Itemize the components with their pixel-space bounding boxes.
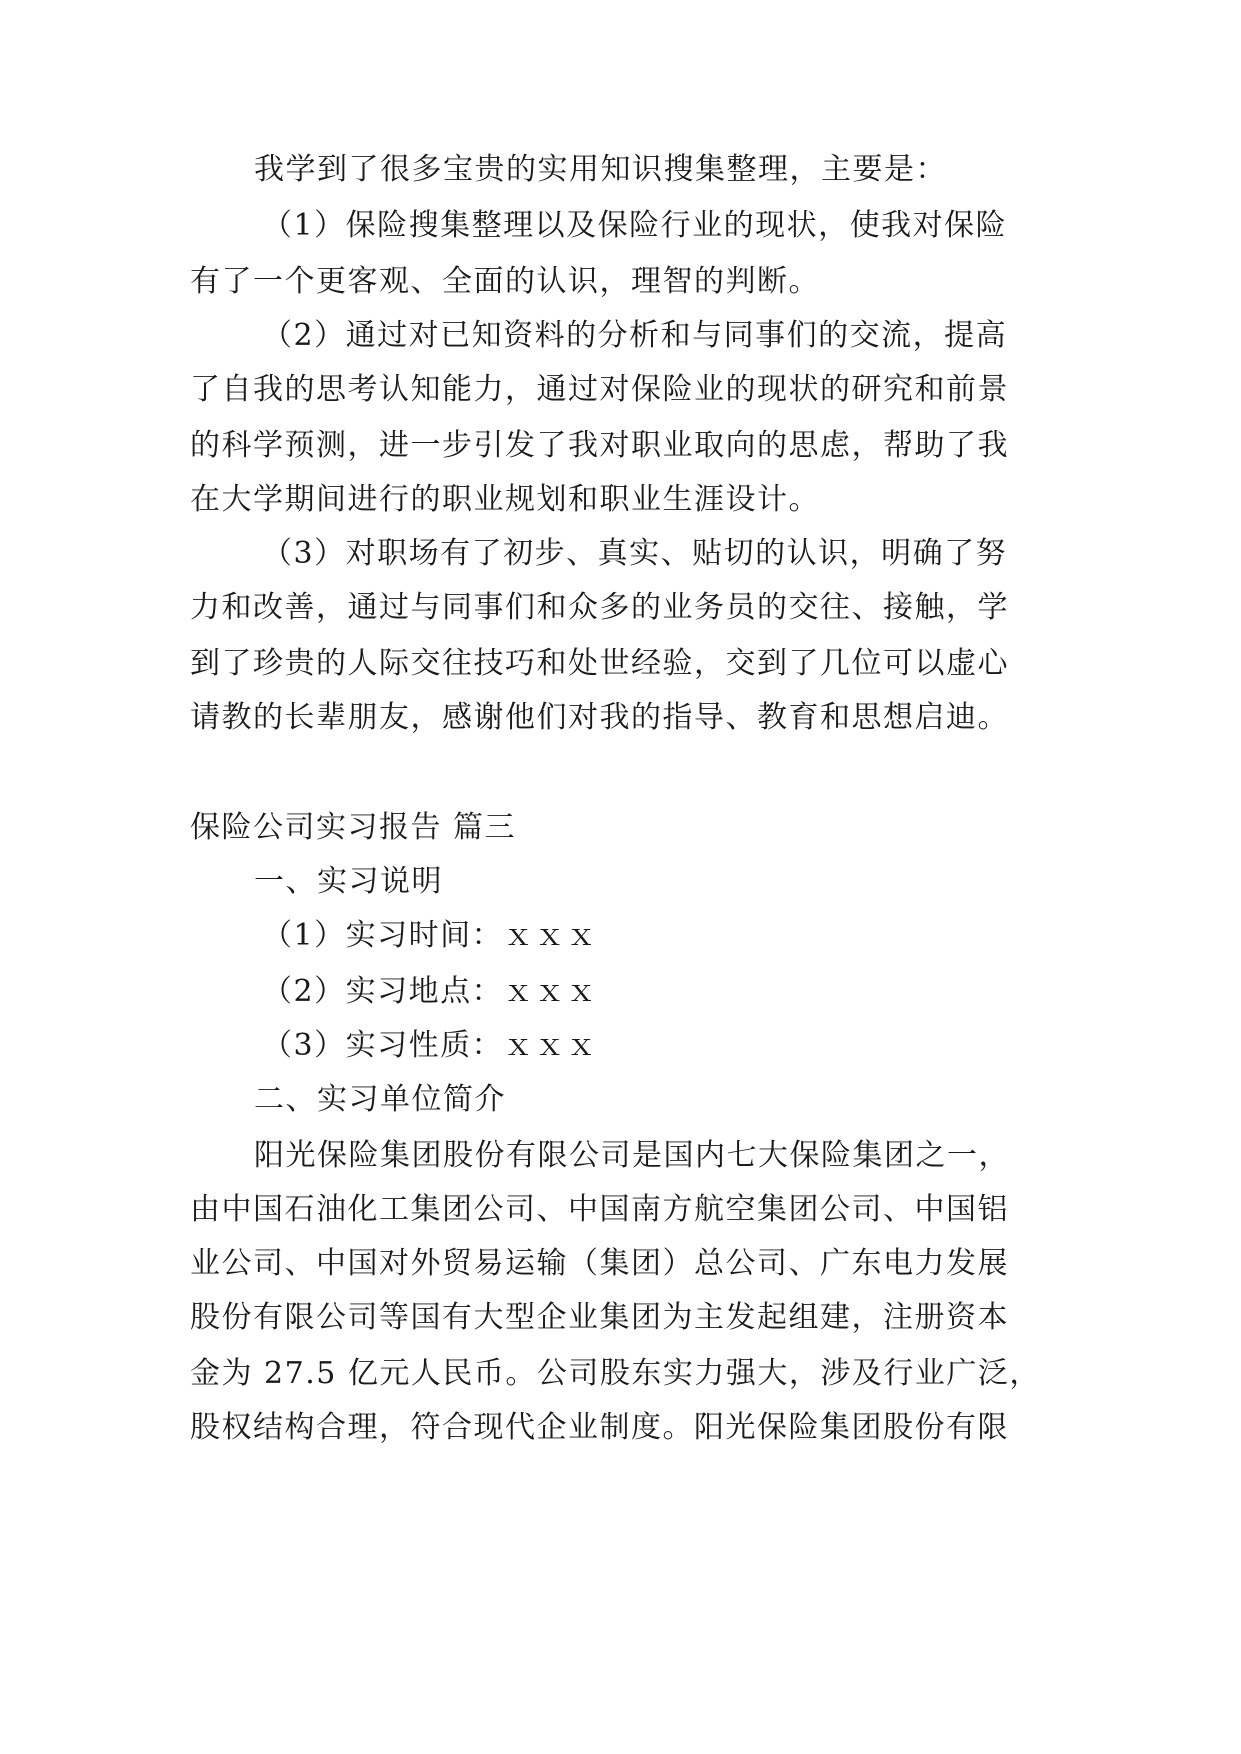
- paragraph-line: 我学到了很多宝贵的实用知识搜集整理，主要是：: [254, 152, 947, 187]
- section-heading: 一、实习说明: [254, 864, 443, 899]
- paragraph-line: 有了一个更客观、全面的认识，理智的判断。: [190, 264, 820, 299]
- list-item-line: （2）通过对已知资料的分析和与同事们的交流，提高: [262, 318, 1008, 353]
- paragraph-line: 股份有限公司等国有大型企业集团为主发起组建，注册资本: [190, 1300, 1009, 1335]
- paragraph-line: 了自我的思考认知能力，通过对保险业的现状的研究和前景: [190, 372, 1009, 407]
- paragraph-line: 股权结构合理，符合现代企业制度。阳光保险集团股份有限: [190, 1410, 1009, 1445]
- list-item-line: （3）对职场有了初步、真实、贴切的认识，明确了努: [262, 536, 1008, 571]
- section-heading: 二、实习单位简介: [254, 1082, 506, 1117]
- list-item-line: （3）实习性质：ｘｘｘ: [262, 1028, 598, 1063]
- paragraph-line: 由中国石油化工集团公司、中国南方航空集团公司、中国铝: [190, 1192, 1009, 1227]
- list-item-line: （2）实习地点：ｘｘｘ: [262, 974, 598, 1009]
- paragraph-line: 在大学期间进行的职业规划和职业生涯设计。: [190, 482, 820, 517]
- paragraph-line: 的科学预测，进一步引发了我对职业取向的思虑，帮助了我: [190, 428, 1009, 463]
- paragraph-line: 阳光保险集团股份有限公司是国内七大保险集团之一，: [254, 1138, 1010, 1173]
- paragraph-line: 业公司、中国对外贸易运输（集团）总公司、广东电力发展: [190, 1246, 1009, 1281]
- paragraph-line: 力和改善，通过与同事们和众多的业务员的交往、接触，学: [190, 590, 1009, 625]
- paragraph-line: 金为 27.5 亿元人民币。公司股东实力强大，涉及行业广泛，: [190, 1356, 1041, 1391]
- paragraph-line: 请教的长辈朋友，感谢他们对我的指导、教育和思想启迪。: [190, 700, 1009, 735]
- list-item-line: （1）保险搜集整理以及保险行业的现状，使我对保险: [262, 208, 1008, 243]
- section-title: 保险公司实习报告 篇三: [190, 810, 517, 845]
- list-item-line: （1）实习时间：ｘｘｘ: [262, 918, 598, 953]
- paragraph-line: 到了珍贵的人际交往技巧和处世经验，交到了几位可以虚心: [190, 646, 1009, 681]
